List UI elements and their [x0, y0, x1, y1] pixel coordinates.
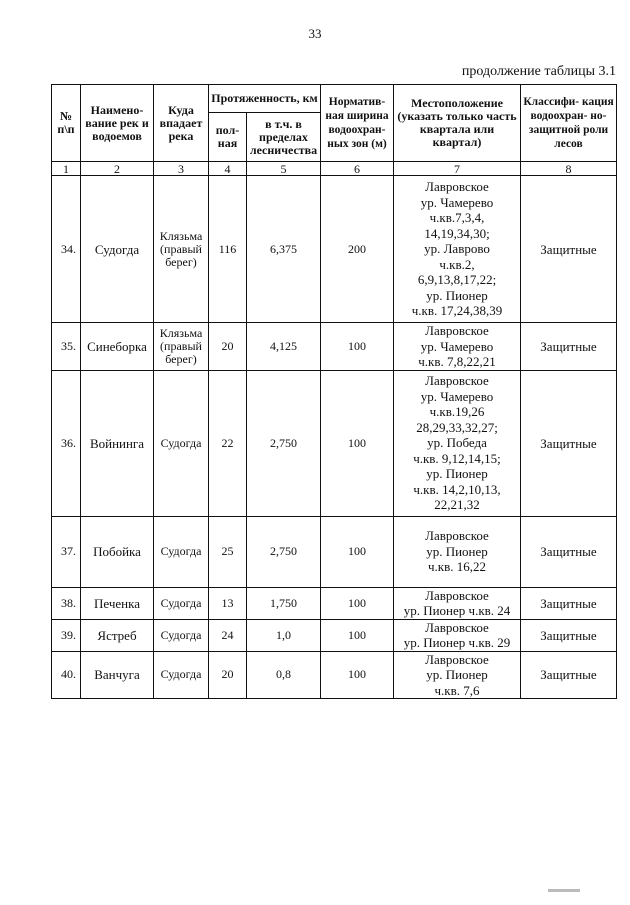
location	[394, 323, 521, 371]
row-number: 40.	[52, 651, 81, 699]
column-number: 6	[321, 162, 394, 176]
location-line: ур. Пионер ч.кв. 24	[403, 603, 511, 618]
river-name: Побойка	[81, 516, 154, 587]
location-line: 6,9,13,8,17,22;	[417, 272, 497, 288]
zone-width: 100	[321, 370, 394, 516]
location	[394, 516, 521, 587]
column-number: 1	[52, 162, 81, 176]
classification: Защитные	[521, 323, 617, 371]
column-number: 2	[81, 162, 154, 176]
length-full: 116	[209, 176, 247, 323]
location-line: ч.кв. 7,8,22,21	[418, 354, 496, 369]
location-line: ч.кв. 16,22	[428, 559, 486, 575]
location-line: ур. Лаврово	[424, 241, 490, 257]
header-name: Наимено- вание рек и водоемов	[81, 85, 154, 162]
header-num: № п\п	[52, 85, 81, 162]
location-line: ур. Победа	[427, 435, 487, 451]
location-line: Лавровское	[425, 528, 489, 544]
flows-into: Судогда	[154, 587, 209, 619]
location-line: ч.кв. 14,2,10,13,	[413, 481, 501, 497]
column-number: 3	[154, 162, 209, 176]
flows-into: Клязьма (правый берег)	[154, 323, 209, 371]
location	[394, 651, 521, 699]
river-name: Ванчуга	[81, 651, 154, 699]
river-name: Судогда	[81, 176, 154, 323]
header-location: Местоположение (указать только часть квартала или квартал)	[394, 85, 521, 162]
location-line: Лавровское	[425, 179, 489, 195]
location-line: 28,29,33,32,27;	[416, 419, 498, 435]
river-name: Синеборка	[81, 323, 154, 371]
header-length-full: пол- ная	[209, 113, 247, 162]
header-zone-width: Норматив- ная ширина водоохран- ных зон (м)	[321, 85, 394, 162]
location-line: Лавровское	[425, 323, 489, 338]
column-number: 4	[209, 162, 247, 176]
zone-width: 100	[321, 587, 394, 619]
flows-into: Судогда	[154, 619, 209, 651]
location-line: Лавровское	[425, 651, 489, 667]
length-in-forest: 2,750	[247, 516, 321, 587]
zone-width: 100	[321, 651, 394, 699]
zone-width: 200	[321, 176, 394, 323]
classification: Защитные	[521, 619, 617, 651]
classification: Защитные	[521, 176, 617, 323]
location-line: ч.кв.2,	[439, 256, 475, 272]
location-line: ч.кв.7,3,4,	[429, 210, 485, 226]
header-length: Протяженность, км	[209, 85, 321, 113]
row-number: 36.	[52, 370, 81, 516]
column-number: 8	[521, 162, 617, 176]
table-row	[52, 619, 617, 651]
length-full: 13	[209, 587, 247, 619]
column-number-row	[52, 162, 617, 176]
length-in-forest: 2,750	[247, 370, 321, 516]
classification: Защитные	[521, 516, 617, 587]
length-in-forest: 1,750	[247, 587, 321, 619]
location-line: ч.кв.19,26	[429, 404, 485, 420]
column-number: 5	[247, 162, 321, 176]
location-line: ч.кв. 9,12,14,15;	[413, 450, 501, 466]
location	[394, 370, 521, 516]
river-name: Войнинга	[81, 370, 154, 516]
table-row	[52, 651, 617, 699]
flows-into: Судогда	[154, 651, 209, 699]
location	[394, 587, 521, 619]
table-row	[52, 587, 617, 619]
header-length-forest: в т.ч. в пределах лесничества	[247, 113, 321, 162]
zone-width: 100	[321, 323, 394, 371]
flows-into: Судогда	[154, 370, 209, 516]
length-full: 22	[209, 370, 247, 516]
location-line: ур. Пионер	[426, 466, 488, 482]
location-line: Лавровское	[425, 587, 489, 603]
location	[394, 619, 521, 651]
table-row	[52, 176, 617, 323]
classification: Защитные	[521, 587, 617, 619]
length-full: 25	[209, 516, 247, 587]
length-in-forest: 0,8	[247, 651, 321, 699]
row-number: 35.	[52, 323, 81, 371]
location-line: 22,21,32	[434, 497, 480, 513]
classification: Защитные	[521, 370, 617, 516]
table-row	[52, 370, 617, 516]
location	[394, 176, 521, 323]
location-line: Лавровское	[425, 619, 489, 635]
classification: Защитные	[521, 651, 617, 699]
location-line: Лавровское	[425, 373, 489, 389]
river-name: Печенка	[81, 587, 154, 619]
length-in-forest: 1,0	[247, 619, 321, 651]
location-line: ур. Пионер ч.кв. 29	[403, 635, 511, 650]
length-full: 24	[209, 619, 247, 651]
row-number: 39.	[52, 619, 81, 651]
location-line: ур. Пионер	[426, 543, 488, 559]
location-line: ур. Пионер	[426, 287, 488, 303]
table-row	[52, 323, 617, 371]
zone-width: 100	[321, 619, 394, 651]
page-number: 33	[308, 26, 322, 41]
row-number: 37.	[52, 516, 81, 587]
flows-into: Судогда	[154, 516, 209, 587]
length-in-forest: 4,125	[247, 323, 321, 371]
location-line: ур. Чамерево	[420, 338, 494, 354]
length-full: 20	[209, 323, 247, 371]
location-line: 14,19,34,30;	[424, 225, 490, 241]
location-line: ур. Чамерево	[420, 388, 494, 404]
column-number: 7	[394, 162, 521, 176]
river-name: Ястреб	[81, 619, 154, 651]
table-caption: продолжение таблицы 3.1	[461, 64, 616, 79]
table-row	[52, 516, 617, 587]
water-bodies-table	[51, 84, 617, 699]
row-number: 34.	[52, 176, 81, 323]
length-in-forest: 6,375	[247, 176, 321, 323]
row-number: 38.	[52, 587, 81, 619]
location-line: ур. Чамерево	[420, 194, 494, 210]
location-line: ч.кв. 7,6	[434, 682, 480, 698]
location-line: ур. Пионер	[426, 667, 488, 682]
header-classification: Классифи- кация водоохран- но-защитной роли лесов	[521, 85, 617, 162]
flows-into: Клязьма (правый берег)	[154, 176, 209, 323]
header-flows-into: Куда впадает река	[154, 85, 209, 162]
length-full: 20	[209, 651, 247, 699]
zone-width: 100	[321, 516, 394, 587]
scan-artifact	[548, 889, 580, 892]
location-line: ч.кв. 17,24,38,39	[411, 303, 503, 319]
